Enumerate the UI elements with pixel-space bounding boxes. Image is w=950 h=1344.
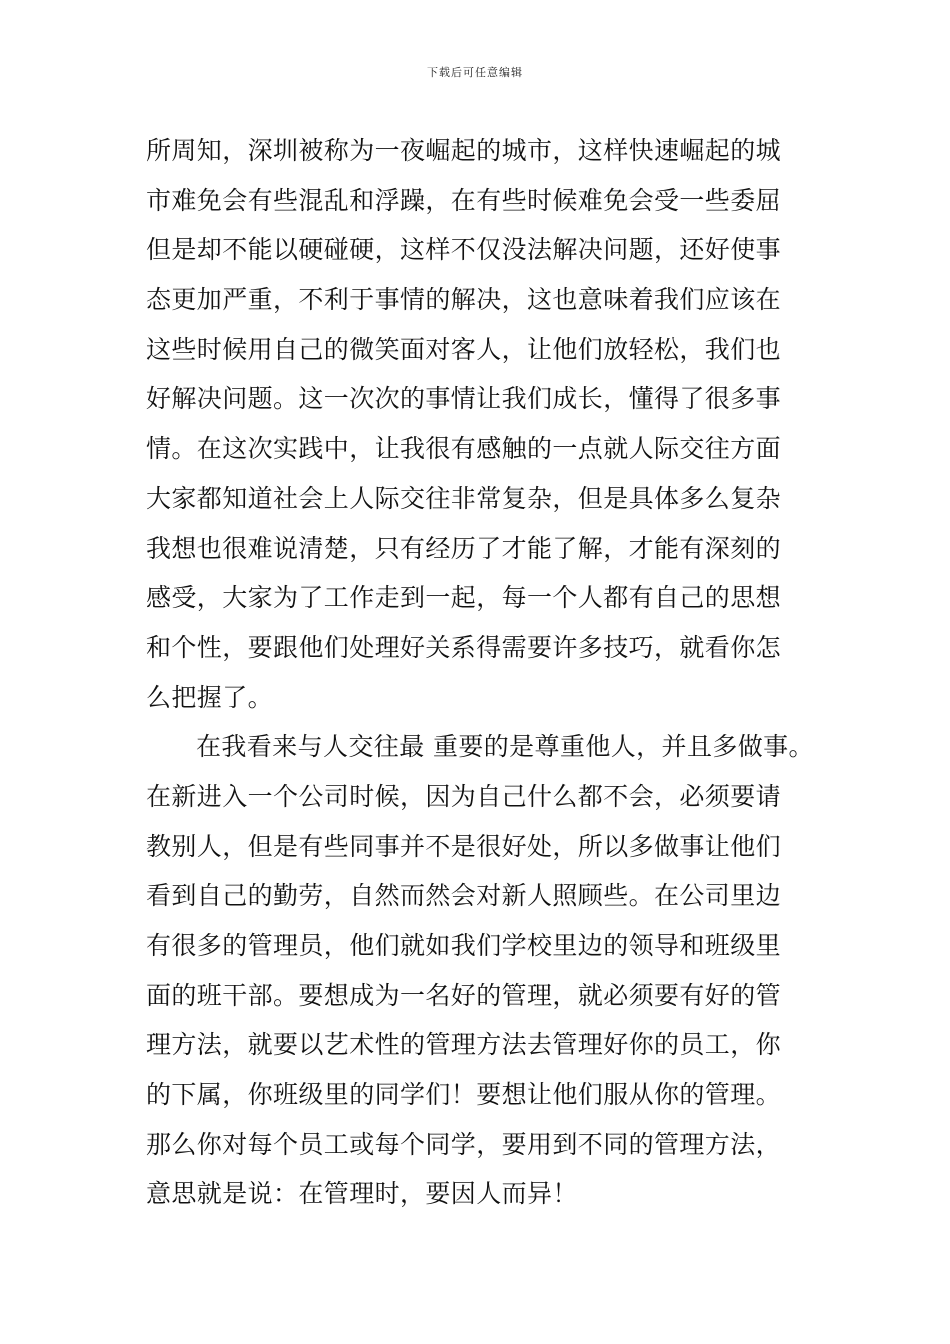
text-line: 教别人，但是有些同事并不是很好处，所以多做事让他们: [146, 831, 782, 861]
text-line: 在我看来与人交往最 重要的是尊重他人，并且多做事。: [196, 732, 814, 762]
text-line: 那么你对每个员工或每个同学，要用到不同的管理方法，: [146, 1129, 782, 1159]
paragraph-1: [146, 126, 826, 722]
text-line: 在新进入一个公司时候，因为自己什么都不会，必须要请: [146, 781, 782, 811]
text-line: 感受，大家为了工作走到一起，每一个人都有自己的思想: [146, 583, 782, 613]
text-line: 理方法，就要以艺术性的管理方法去管理好你的员工，你: [146, 1030, 782, 1060]
text-line: 大家都知道社会上人际交往非常复杂，但是具体多么复杂: [146, 483, 782, 513]
text-line: 市难免会有些混乱和浮躁，在有些时候难免会受一些委屈: [146, 185, 782, 215]
text-line: 我想也很难说清楚，只有经历了才能了解，才能有深刻的: [146, 533, 782, 563]
text-line: 态更加严重，不利于事情的解决，这也意味着我们应该在: [146, 285, 782, 315]
document-body: [146, 126, 826, 1219]
text-line: 面的班干部。要想成为一名好的管理，就必须要有好的管: [146, 980, 782, 1010]
text-line: 所周知，深圳被称为一夜崛起的城市，这样快速崛起的城: [146, 136, 782, 165]
text-line: 的下属，你班级里的同学们！要想让他们服从你的管理。: [146, 1080, 782, 1110]
text-line: 么把握了。: [146, 682, 274, 712]
text-line: 有很多的管理员，他们就如我们学校里边的领导和班级里: [146, 931, 782, 960]
text-line: 意思就是说：在管理时，要因人而异！: [146, 1179, 578, 1209]
text-line: 和个性，要跟他们处理好关系得需要许多技巧，就看你怎: [146, 632, 782, 662]
text-line: 情。在这次实践中，让我很有感触的一点就人际交往方面: [146, 434, 782, 464]
paragraph-2: [146, 722, 826, 1219]
text-line: 这些时候用自己的微笑面对客人，让他们放轻松，我们也: [146, 334, 782, 364]
text-line: 看到自己的勤劳，自然而然会对新人照顾些。在公司里边: [146, 881, 782, 911]
text-line: 但是却不能以硬碰硬，这样不仅没法解决问题，还好使事: [146, 235, 782, 265]
text-line: 好解决问题。这一次次的事情让我们成长，懂得了很多事: [146, 384, 782, 414]
page-header: 下载后可任意编辑: [427, 66, 523, 79]
